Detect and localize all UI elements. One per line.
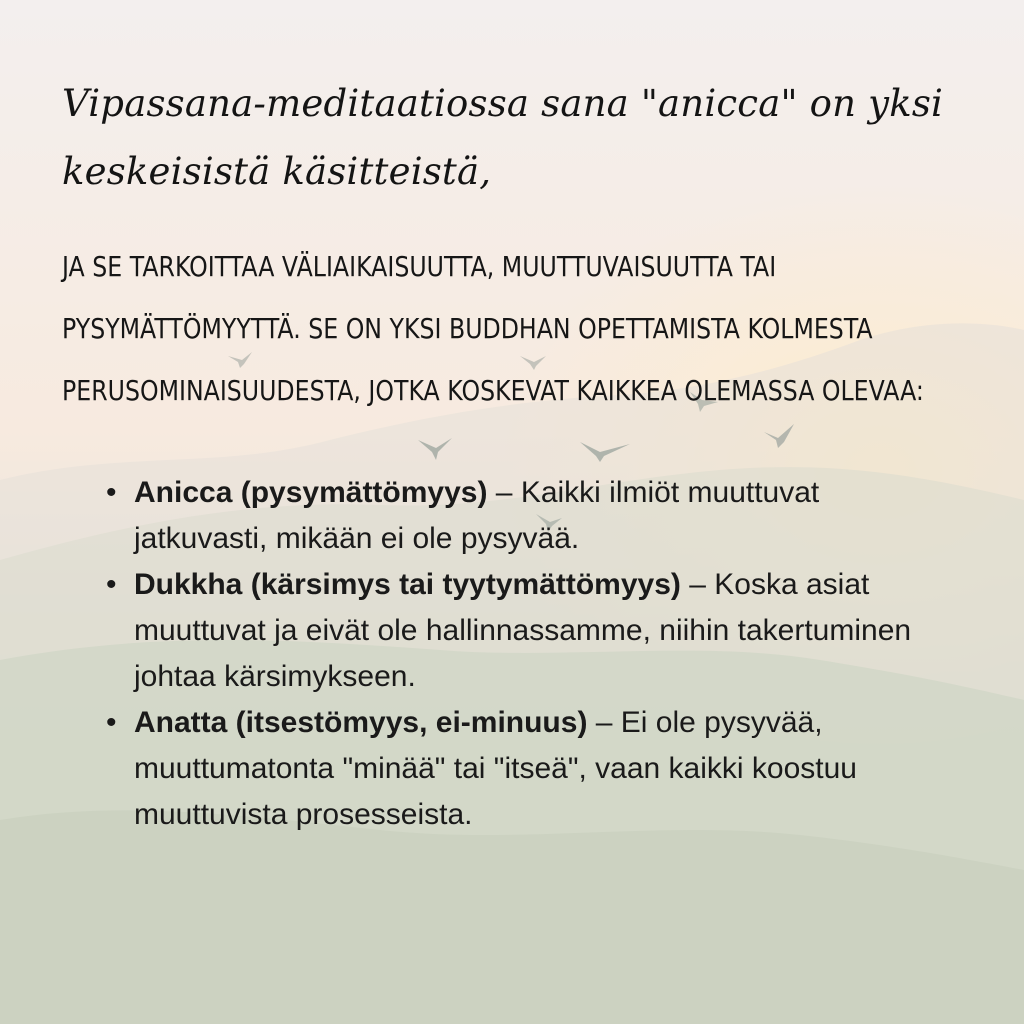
term-explanation: – Koska asiat muuttuvat ja eivät ole hallinnassamme, niihin takertuminen johtaa kärsimykseen.: [134, 568, 912, 693]
characteristics-list: [106, 470, 914, 838]
bullet-icon: •: [106, 706, 117, 739]
term-label: Anicca (pysymättömyys): [134, 476, 488, 509]
list-item: [106, 470, 914, 562]
term-explanation: – Kaikki ilmiöt muuttuvat jatkuvasti, mikään ei ole pysyvää.: [134, 476, 820, 555]
term-explanation: – Ei ole pysyvää, muuttumatonta "minää" tai "itseä", vaan kaikki koostuu muuttuvista prosesseista.: [134, 706, 857, 831]
term-label: Anatta (itsestömyys, ei-minuus): [134, 706, 588, 739]
intro-paragraph: JA SE TARKOITTAA VÄLIAIKAISUUTTA, MUUTTUVAISUUTTA TAI PYSYMÄTTÖMYYTTÄ. SE ON YKSI BUDDHAN OPETTAMISTA KOLMESTA PERUSOMINAISUUDESTA, JOTKA KOSKEVAT KAIKKEA OLEMASSA OLEVAA:: [62, 251, 924, 407]
term-label: Dukkha (kärsimys tai tyytymättömyys): [134, 568, 681, 601]
list-item: [106, 562, 914, 700]
page-title: Vipassana-meditaatiossa sana "anicca" on yksi keskeisistä käsitteistä,: [62, 82, 944, 193]
bullet-icon: •: [106, 568, 117, 601]
list-item: [106, 700, 914, 838]
bullet-icon: •: [106, 476, 117, 509]
